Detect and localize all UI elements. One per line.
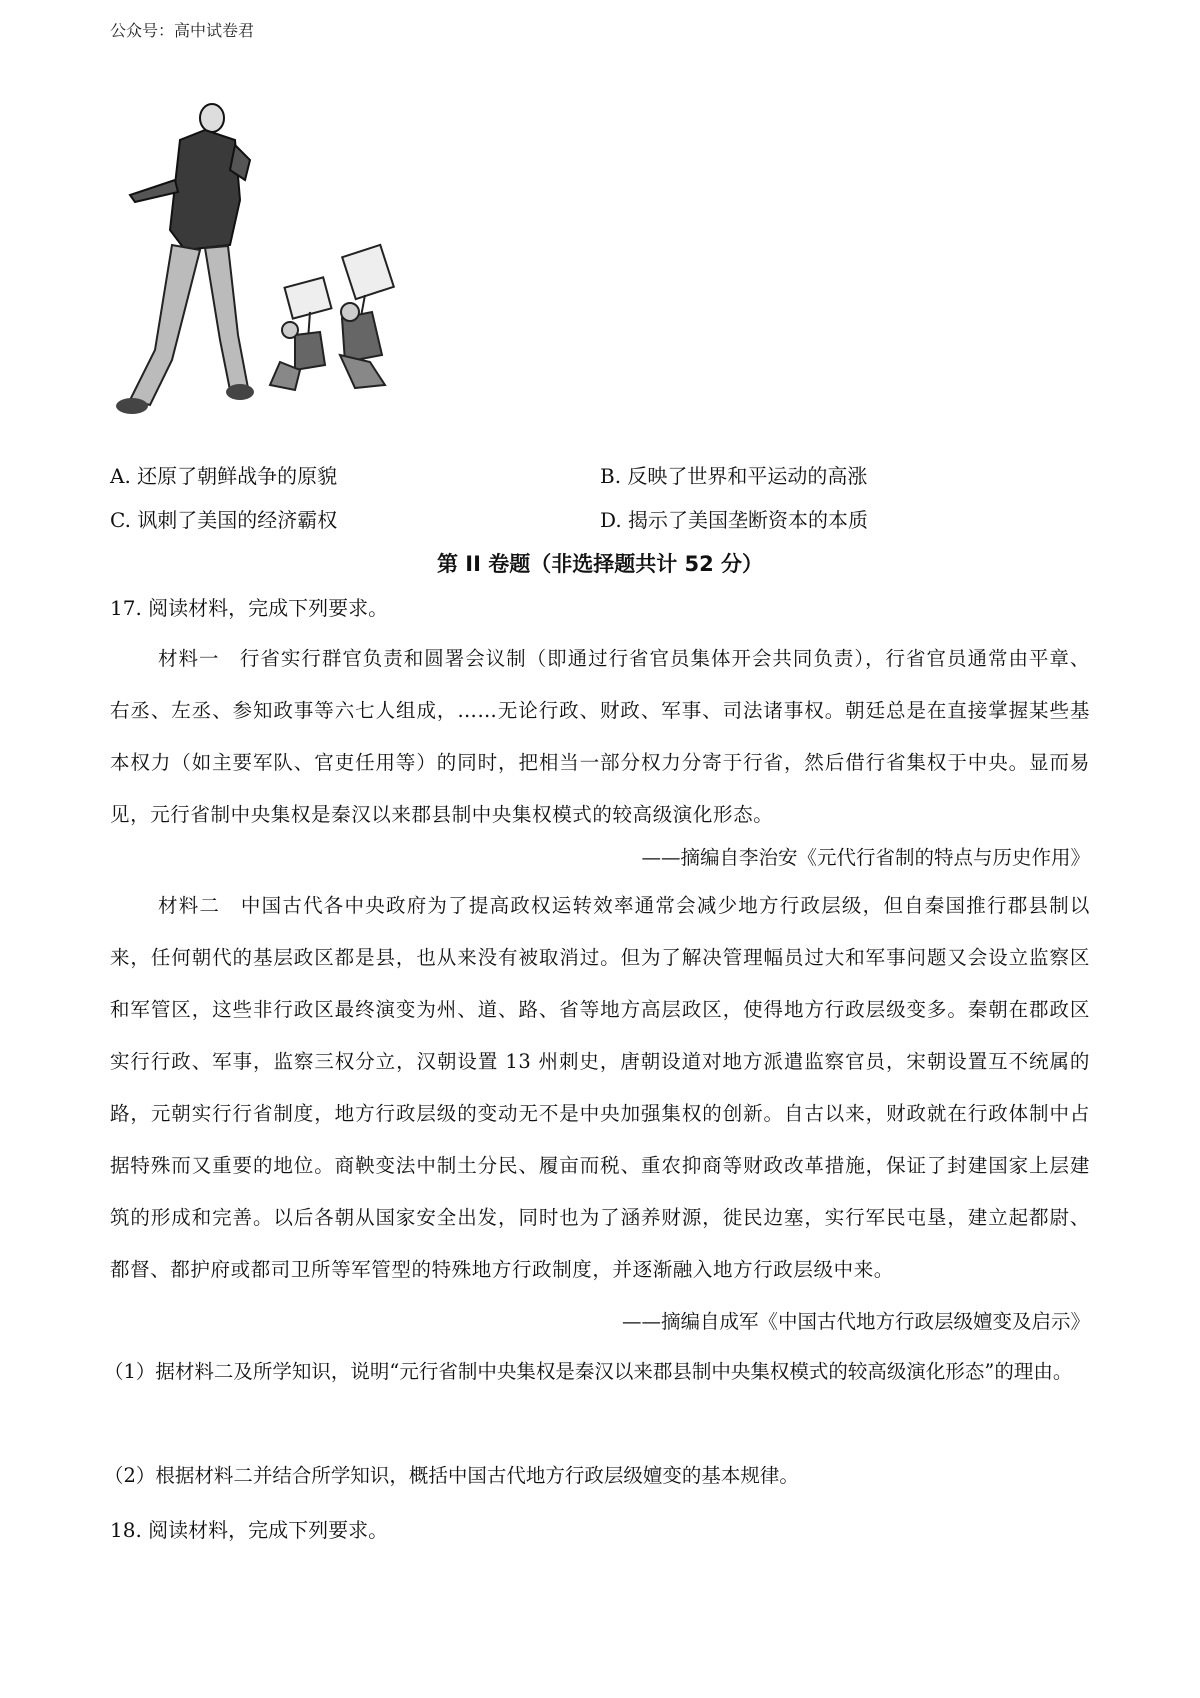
question-17-title: 17. 阅读材料，完成下列要求。 bbox=[110, 596, 389, 620]
source-1: ——摘编自李治安《元代行省制的特点与历史作用》 bbox=[641, 846, 1090, 869]
question-17-sub-2: （2）根据材料二并结合所学知识，概括中国古代地方行政层级嬗变的基本规律。 bbox=[104, 1464, 799, 1487]
option-d: D. 揭示了美国垄断资本的本质 bbox=[600, 508, 869, 532]
source-2: ——摘编自成军《中国古代地方行政层级嬗变及启示》 bbox=[621, 1310, 1090, 1333]
option-a: A. 还原了朝鲜战争的原貌 bbox=[110, 464, 338, 488]
question-17-sub-1: （1）据材料二及所学知识，说明“元行省制中央集权是秦汉以来郡县制中央集权模式的较高级演化形态”的理由。 bbox=[104, 1360, 1073, 1383]
cartoon-illustration bbox=[110, 100, 450, 430]
material-1: 材料一 行省实行群官负责和圆署会议制（即通过行省官员集体开会共同负责），行省官员通常由平章、右丞、左丞、参知政事等六七人组成，……无论行政、财政、军事、司法诸事权。朝廷总是在直接掌握某些基本权力（如主要军队、官吏任用等）的同时，把相当一部分权力分寄于行省，然后借行省集权于中央。显而易见，元行省制中央集权是秦汉以来郡县制中央集权模式的较高级演化形态。 bbox=[110, 647, 1090, 826]
question-18-title: 18. 阅读材料，完成下列要求。 bbox=[110, 1518, 389, 1542]
option-c: C. 讽刺了美国的经济霸权 bbox=[110, 508, 338, 532]
section-title: 第 II 卷题（非选择题共计 52 分） bbox=[436, 552, 764, 576]
option-b: B. 反映了世界和平运动的高涨 bbox=[600, 464, 868, 488]
watermark-note: 公众号：高中试卷君 bbox=[110, 21, 255, 40]
material-2: 材料二 中国古代各中央政府为了提高政权运转效率通常会减少地方行政层级，但自秦国推行郡县制以来，任何朝代的基层政区都是县，也从来没有被取消过。但为了解决管理幅员过大和军事问题又会设立监察区和军管区，这些非行政区最终演变为州、道、路、省等地方高层政区，使得地方行政层级变多。秦朝在郡政区实行行政、军事，监察三权分立，汉朝设置 13 州刺史，唐朝设道对地方派遣监察官员，宋朝设置互不统属的路，元朝实行行省制度，地方行政层级的变动无不是中央加强集权的创新。自古以来，财政就在行政体制中占据特殊而又重要的地位。商鞅变法中制土分民、履亩而税、重农抑商等财政改革措施，保证了封建国家上层建筑的形成和完善。以后各朝从国家安全出发，同时也为了涵养财源，徙民边塞，实行军民屯垦，建立起都尉、都督、都护府或都司卫所等军管型的特殊地方行政制度，并逐渐融入地方行政层级中来。 bbox=[110, 894, 1090, 1281]
